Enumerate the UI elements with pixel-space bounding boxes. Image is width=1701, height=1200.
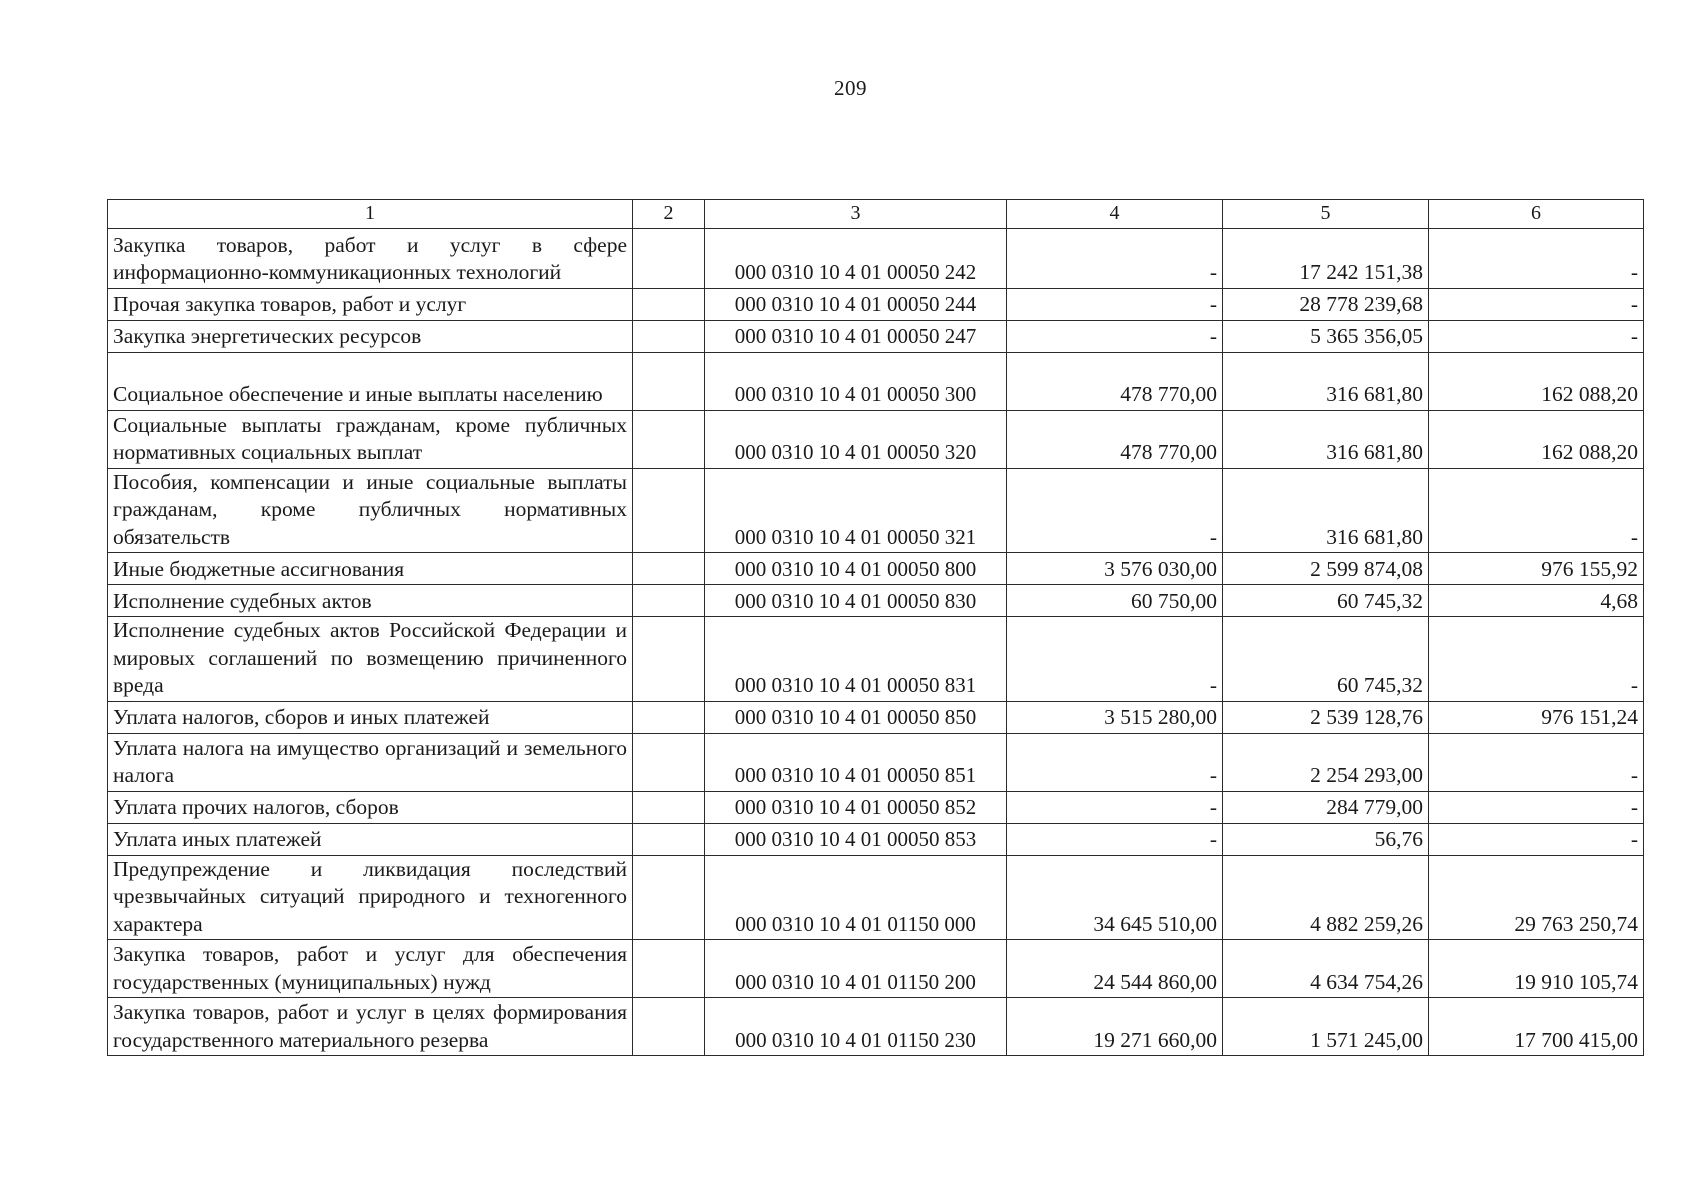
row-executed-cell: 60 745,32 bbox=[1223, 585, 1429, 617]
row-name-cell: Уплата прочих налогов, сборов bbox=[108, 791, 633, 823]
table-header bbox=[108, 200, 1644, 229]
row-code-cell: 000 0310 10 4 01 00050 300 bbox=[705, 352, 1007, 410]
row-remainder-cell: 162 088,20 bbox=[1429, 352, 1644, 410]
row-plan-cell: - bbox=[1007, 617, 1223, 702]
row-executed-cell: 316 681,80 bbox=[1223, 468, 1429, 553]
row-column-2-cell bbox=[633, 823, 705, 855]
row-plan-cell: 34 645 510,00 bbox=[1007, 855, 1223, 940]
row-column-2-cell bbox=[633, 553, 705, 585]
row-plan-cell: - bbox=[1007, 468, 1223, 553]
row-executed-cell: 60 745,32 bbox=[1223, 617, 1429, 702]
row-remainder-cell: - bbox=[1429, 733, 1644, 791]
row-code-cell: 000 0310 10 4 01 01150 000 bbox=[705, 855, 1007, 940]
row-plan-cell: 478 770,00 bbox=[1007, 352, 1223, 410]
row-name-cell: Иные бюджетные ассигнования bbox=[108, 553, 633, 585]
row-column-2-cell bbox=[633, 352, 705, 410]
row-remainder-cell: 19 910 105,74 bbox=[1429, 940, 1644, 998]
row-column-2-cell bbox=[633, 855, 705, 940]
table-row bbox=[108, 553, 1644, 585]
row-plan-cell: - bbox=[1007, 791, 1223, 823]
row-executed-cell: 316 681,80 bbox=[1223, 410, 1429, 468]
row-code-cell: 000 0310 10 4 01 01150 230 bbox=[705, 998, 1007, 1056]
column-header-3: 3 bbox=[705, 200, 1007, 229]
row-plan-cell: 24 544 860,00 bbox=[1007, 940, 1223, 998]
row-column-2-cell bbox=[633, 791, 705, 823]
row-plan-cell: - bbox=[1007, 288, 1223, 320]
row-name-cell: Социальное обеспечение и иные выплаты населению bbox=[108, 352, 633, 410]
row-executed-cell: 56,76 bbox=[1223, 823, 1429, 855]
row-remainder-cell: - bbox=[1429, 468, 1644, 553]
row-name-cell: Исполнение судебных актов bbox=[108, 585, 633, 617]
row-remainder-cell: 4,68 bbox=[1429, 585, 1644, 617]
row-remainder-cell: 29 763 250,74 bbox=[1429, 855, 1644, 940]
table-row bbox=[108, 320, 1644, 352]
row-executed-cell: 4 882 259,26 bbox=[1223, 855, 1429, 940]
row-remainder-cell: 976 155,92 bbox=[1429, 553, 1644, 585]
row-executed-cell: 17 242 151,38 bbox=[1223, 228, 1429, 288]
row-plan-cell: - bbox=[1007, 228, 1223, 288]
row-executed-cell: 1 571 245,00 bbox=[1223, 998, 1429, 1056]
row-name-cell: Уплата иных платежей bbox=[108, 823, 633, 855]
row-code-cell: 000 0310 10 4 01 00050 851 bbox=[705, 733, 1007, 791]
row-code-cell: 000 0310 10 4 01 00050 244 bbox=[705, 288, 1007, 320]
table-row bbox=[108, 701, 1644, 733]
row-column-2-cell bbox=[633, 288, 705, 320]
row-remainder-cell: - bbox=[1429, 791, 1644, 823]
page-number: 209 bbox=[834, 76, 867, 100]
column-number-row bbox=[108, 200, 1644, 229]
row-name-cell: Исполнение судебных актов Российской Федерации и мировых соглашений по возмещению причиненного вреда bbox=[108, 617, 633, 702]
column-header-1: 1 bbox=[108, 200, 633, 229]
row-executed-cell: 2 254 293,00 bbox=[1223, 733, 1429, 791]
row-column-2-cell bbox=[633, 468, 705, 553]
row-code-cell: 000 0310 10 4 01 01150 200 bbox=[705, 940, 1007, 998]
row-remainder-cell: 162 088,20 bbox=[1429, 410, 1644, 468]
row-code-cell: 000 0310 10 4 01 00050 853 bbox=[705, 823, 1007, 855]
row-executed-cell: 284 779,00 bbox=[1223, 791, 1429, 823]
row-remainder-cell: - bbox=[1429, 320, 1644, 352]
row-name-cell: Предупреждение и ликвидация последствий чрезвычайных ситуаций природного и техногенного характера bbox=[108, 855, 633, 940]
row-executed-cell: 2 599 874,08 bbox=[1223, 553, 1429, 585]
table-row bbox=[108, 855, 1644, 940]
table-row bbox=[108, 410, 1644, 468]
table-row bbox=[108, 288, 1644, 320]
row-code-cell: 000 0310 10 4 01 00050 321 bbox=[705, 468, 1007, 553]
row-name-cell: Уплата налогов, сборов и иных платежей bbox=[108, 701, 633, 733]
row-column-2-cell bbox=[633, 701, 705, 733]
row-code-cell: 000 0310 10 4 01 00050 850 bbox=[705, 701, 1007, 733]
row-plan-cell: 60 750,00 bbox=[1007, 585, 1223, 617]
row-name-cell: Уплата налога на имущество организаций и земельного налога bbox=[108, 733, 633, 791]
table-row bbox=[108, 823, 1644, 855]
row-code-cell: 000 0310 10 4 01 00050 852 bbox=[705, 791, 1007, 823]
row-remainder-cell: 17 700 415,00 bbox=[1429, 998, 1644, 1056]
row-code-cell: 000 0310 10 4 01 00050 800 bbox=[705, 553, 1007, 585]
row-name-cell: Прочая закупка товаров, работ и услуг bbox=[108, 288, 633, 320]
row-column-2-cell bbox=[633, 617, 705, 702]
row-remainder-cell: 976 151,24 bbox=[1429, 701, 1644, 733]
row-plan-cell: 3 515 280,00 bbox=[1007, 701, 1223, 733]
row-name-cell: Социальные выплаты гражданам, кроме публичных нормативных социальных выплат bbox=[108, 410, 633, 468]
table-row bbox=[108, 585, 1644, 617]
row-remainder-cell: - bbox=[1429, 617, 1644, 702]
row-remainder-cell: - bbox=[1429, 228, 1644, 288]
row-plan-cell: - bbox=[1007, 733, 1223, 791]
table-row bbox=[108, 998, 1644, 1056]
row-column-2-cell bbox=[633, 320, 705, 352]
table-row bbox=[108, 617, 1644, 702]
row-executed-cell: 28 778 239,68 bbox=[1223, 288, 1429, 320]
row-column-2-cell bbox=[633, 998, 705, 1056]
row-plan-cell: 478 770,00 bbox=[1007, 410, 1223, 468]
row-name-cell: Закупка товаров, работ и услуг в целях формирования государственного материального резерва bbox=[108, 998, 633, 1056]
row-executed-cell: 316 681,80 bbox=[1223, 352, 1429, 410]
row-code-cell: 000 0310 10 4 01 00050 242 bbox=[705, 228, 1007, 288]
budget-table bbox=[107, 199, 1644, 1056]
row-code-cell: 000 0310 10 4 01 00050 831 bbox=[705, 617, 1007, 702]
row-plan-cell: - bbox=[1007, 823, 1223, 855]
table-row bbox=[108, 468, 1644, 553]
row-column-2-cell bbox=[633, 410, 705, 468]
row-remainder-cell: - bbox=[1429, 823, 1644, 855]
table-body bbox=[108, 228, 1644, 1056]
row-plan-cell: 19 271 660,00 bbox=[1007, 998, 1223, 1056]
column-header-6: 6 bbox=[1429, 200, 1644, 229]
row-remainder-cell: - bbox=[1429, 288, 1644, 320]
row-column-2-cell bbox=[633, 228, 705, 288]
row-column-2-cell bbox=[633, 733, 705, 791]
row-name-cell: Закупка товаров, работ и услуг для обеспечения государственных (муниципальных) нужд bbox=[108, 940, 633, 998]
row-name-cell: Пособия, компенсации и иные социальные выплаты гражданам, кроме публичных нормативных обязательств bbox=[108, 468, 633, 553]
row-code-cell: 000 0310 10 4 01 00050 247 bbox=[705, 320, 1007, 352]
row-executed-cell: 2 539 128,76 bbox=[1223, 701, 1429, 733]
row-name-cell: Закупка товаров, работ и услуг в сфере информационно-коммуникационных технологий bbox=[108, 228, 633, 288]
row-executed-cell: 5 365 356,05 bbox=[1223, 320, 1429, 352]
column-header-4: 4 bbox=[1007, 200, 1223, 229]
column-header-2: 2 bbox=[633, 200, 705, 229]
table-row bbox=[108, 228, 1644, 288]
row-plan-cell: - bbox=[1007, 320, 1223, 352]
column-header-5: 5 bbox=[1223, 200, 1429, 229]
table-row bbox=[108, 352, 1644, 410]
row-code-cell: 000 0310 10 4 01 00050 320 bbox=[705, 410, 1007, 468]
row-executed-cell: 4 634 754,26 bbox=[1223, 940, 1429, 998]
row-name-cell: Закупка энергетических ресурсов bbox=[108, 320, 633, 352]
table-row bbox=[108, 940, 1644, 998]
row-code-cell: 000 0310 10 4 01 00050 830 bbox=[705, 585, 1007, 617]
table-row bbox=[108, 733, 1644, 791]
row-plan-cell: 3 576 030,00 bbox=[1007, 553, 1223, 585]
row-column-2-cell bbox=[633, 585, 705, 617]
row-column-2-cell bbox=[633, 940, 705, 998]
table-row bbox=[108, 791, 1644, 823]
